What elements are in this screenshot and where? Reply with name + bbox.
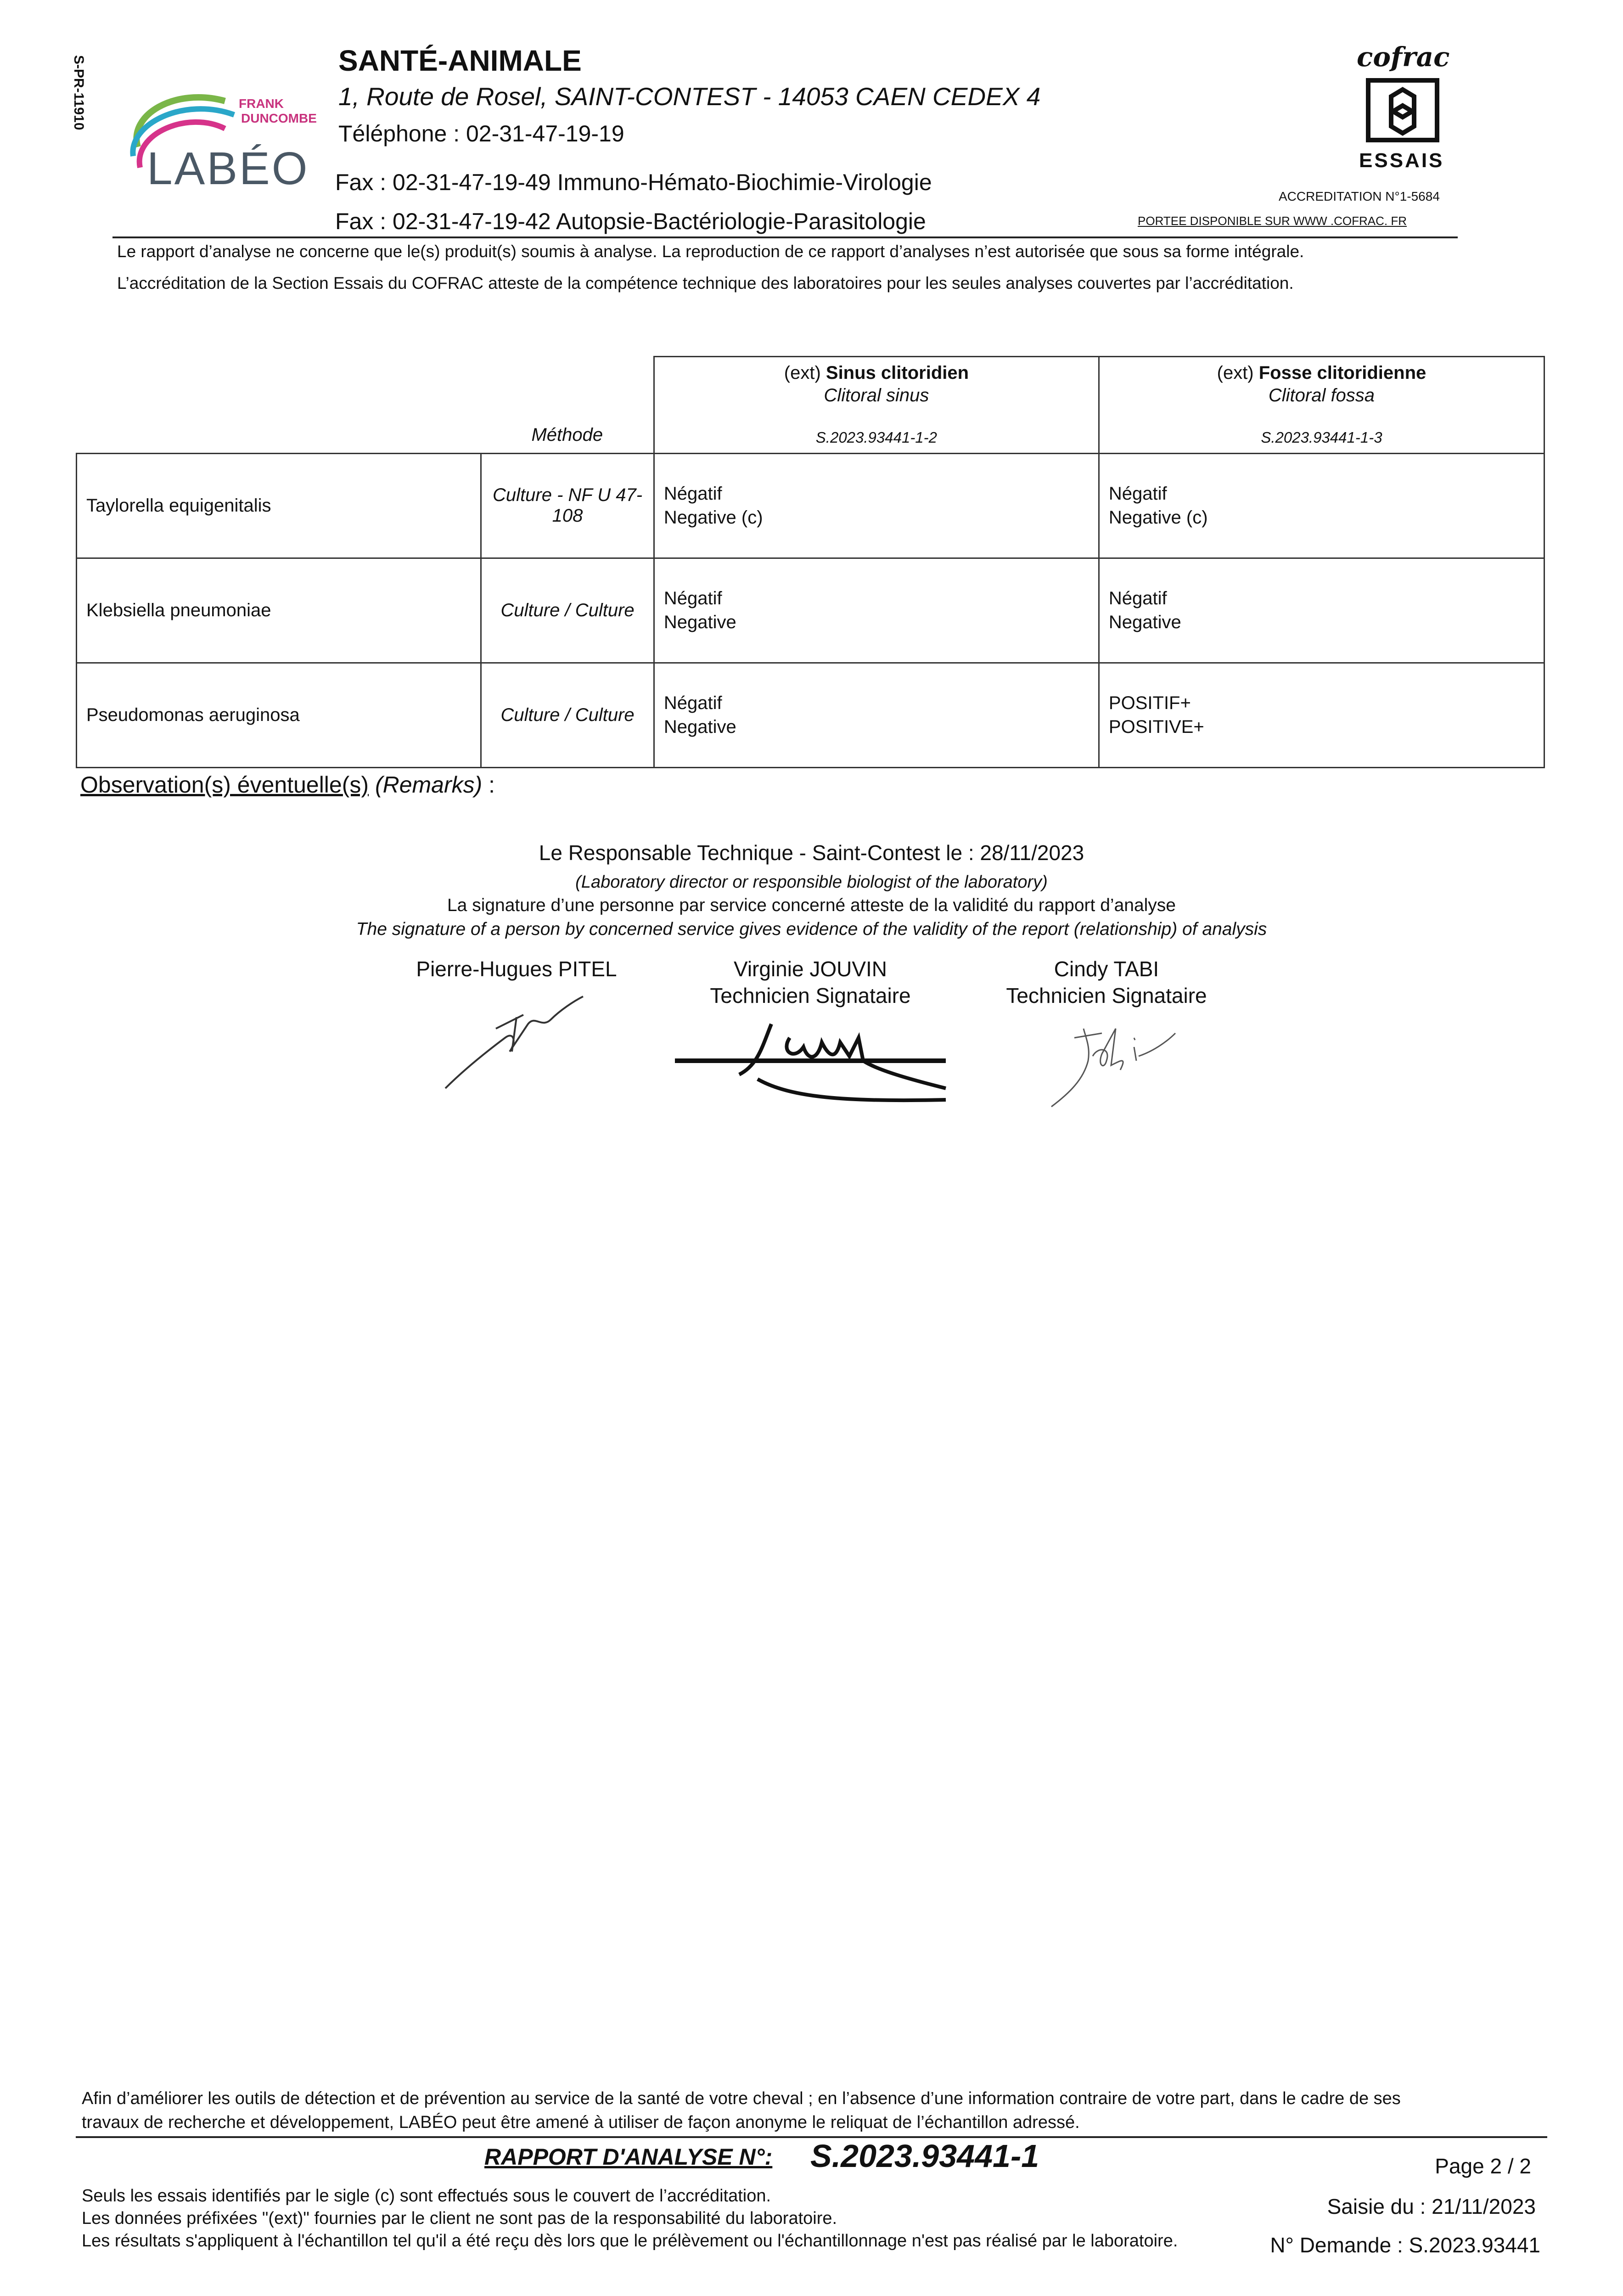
signature-statement-fr: La signature d’une personne par service concerné atteste de la validité du rapport d’analyse [447, 895, 1176, 915]
result-en: Negative [1108, 612, 1181, 632]
header-divider [112, 236, 1458, 238]
results-table [76, 356, 1545, 768]
analyte-name: Klebsiella pneumoniae [77, 558, 481, 663]
analyte-name: Pseudomonas aeruginosa [77, 663, 481, 767]
method-header: Méthode [481, 357, 654, 454]
signer-role: Technicien Signataire [710, 983, 911, 1007]
rapport-label: RAPPORT D'ANALYSE N°: [484, 2144, 773, 2170]
signer-name: Cindy TABI [1054, 957, 1159, 981]
signer-3 [969, 956, 1244, 1009]
sample-column-1 [654, 357, 1099, 454]
logo-labeo: LABÉO [147, 143, 309, 194]
signature-tabi-icon [1042, 1010, 1180, 1116]
analyte-name: Taylorella equigenitalis [77, 453, 481, 558]
logo-frank: FRANK [239, 96, 284, 111]
document-code: S-PR-11910 [71, 55, 86, 130]
footer-line-3: Les résultats s'appliquent à l'échantillon tel qu'il a été reçu dès lors que le prélèvement ou l'échantillonnage n'est pas réalisé par le laboratoire. [82, 2231, 1178, 2251]
signature-statement-en: The signature of a person by concerned service gives evidence of the validity of the report (relationship) of analysis [356, 919, 1267, 939]
sample-2-name: Fosse clitoridienne [1258, 363, 1426, 383]
sample-1-ref: S.2023.93441-1-2 [815, 429, 938, 446]
saisie-date: Saisie du : 21/11/2023 [1327, 2195, 1536, 2218]
logo-duncombe: DUNCOMBE [241, 111, 317, 125]
footer-notice-2: travaux de recherche et développement, LABÉO peut être amené à utiliser de façon anonyme le reliquat de l’échantillon adressé. [82, 2113, 1080, 2132]
signature-title: Le Responsable Technique - Saint-Contest le : 28/11/2023 [539, 841, 1084, 865]
header-blank [77, 357, 481, 454]
observations-title: Observation(s) éventuelle(s) [80, 772, 369, 798]
result-en: Negative [663, 612, 736, 632]
cofrac-portee-link[interactable]: PORTEE DISPONIBLE SUR WWW .COFRAC. FR [1138, 214, 1407, 228]
disclaimer-line-1: Le rapport d’analyse ne concerne que le(s) produit(s) soumis à analyse. La reproduction de ce rapport d’analyses n’est autorisée que sous sa forme intégrale. [117, 242, 1304, 261]
signer-name: Pierre-Hugues PITEL [416, 957, 617, 981]
result-sample-2 [1099, 663, 1544, 767]
result-fr: POSITIF+ [1108, 693, 1191, 713]
sample-2-prefix: (ext) [1217, 363, 1254, 383]
signature-jouvin-icon [670, 1010, 955, 1107]
result-fr: Négatif [1108, 484, 1167, 504]
sample-2-name-en: Clitoral fossa [1268, 385, 1375, 405]
sample-column-2 [1099, 357, 1544, 454]
signer-name: Virginie JOUVIN [733, 957, 887, 981]
table-row [77, 663, 1544, 767]
signer-role: Technicien Signataire [1006, 983, 1207, 1007]
result-en: Negative (c) [663, 507, 763, 528]
lab-address: 1, Route de Rosel, SAINT-CONTEST - 14053 CAEN CEDEX 4 [338, 82, 1041, 111]
footer-notice-1: Afin d’améliorer les outils de détection et de prévention au service de la santé de votre cheval ; en l’absence d’une information contraire de votre part, dans le cadre de ses [82, 2089, 1401, 2108]
accreditation-number: ACCREDITATION N°1-5684 [1279, 189, 1440, 203]
cofrac-hexagon-icon [1366, 78, 1439, 142]
cofrac-essais: ESSAIS [1359, 149, 1444, 172]
footer-line-1: Seuls les essais identifiés par le sigle (c) sont effectués sous le couvert de l’accréditation. [82, 2186, 771, 2206]
signature-subtitle-en: (Laboratory director or responsible biologist of the laboratory) [575, 872, 1048, 892]
result-fr: Négatif [1108, 588, 1167, 608]
observations-colon: : [482, 772, 495, 798]
cofrac-logo [1357, 41, 1449, 179]
lab-phone: Téléphone : 02-31-47-19-19 [338, 121, 624, 146]
analysis-method: Culture - NF U 47-108 [481, 453, 654, 558]
table-header-row [77, 357, 1544, 454]
table-row [77, 558, 1544, 663]
result-en: Negative (c) [1108, 507, 1208, 528]
signer-1 [379, 956, 654, 983]
cofrac-wordmark: cofrac [1357, 41, 1450, 73]
result-fr: Négatif [663, 588, 722, 608]
sample-2-ref: S.2023.93441-1-3 [1261, 429, 1382, 446]
result-sample-1 [654, 558, 1099, 663]
page-number: Page 2 / 2 [1435, 2154, 1531, 2178]
analysis-method: Culture / Culture [481, 663, 654, 767]
result-sample-2 [1099, 453, 1544, 558]
result-fr: Négatif [663, 484, 722, 504]
sample-1-name-en: Clitoral sinus [824, 385, 929, 405]
sample-1-name: Sinus clitoridien [826, 363, 969, 383]
analysis-method: Culture / Culture [481, 558, 654, 663]
observations-label [80, 771, 495, 798]
lab-fax-1: Fax : 02-31-47-19-49 Immuno-Hémato-Biochimie-Virologie [335, 169, 932, 195]
result-sample-1 [654, 453, 1099, 558]
sample-1-prefix: (ext) [784, 363, 821, 383]
lab-fax-2: Fax : 02-31-47-19-42 Autopsie-Bactériologie-Parasitologie [335, 208, 926, 234]
labeo-logo [119, 78, 321, 197]
signer-2 [673, 956, 948, 1009]
result-fr: Négatif [663, 693, 722, 713]
rapport-number: S.2023.93441-1 [810, 2138, 1039, 2174]
table-row [77, 453, 1544, 558]
observations-title-en: (Remarks) [375, 772, 483, 798]
disclaimer-line-2: L’accréditation de la Section Essais du COFRAC atteste de la compétence technique des laboratoires pour les seules analyses couvertes par l’accréditation. [117, 274, 1294, 293]
result-sample-1 [654, 663, 1099, 767]
signature-pitel-icon [436, 983, 601, 1097]
lab-name: SANTÉ-ANIMALE [338, 44, 582, 77]
result-en: POSITIVE+ [1108, 717, 1204, 737]
footer-line-2: Les données préfixées "(ext)" fournies par le client ne sont pas de la responsabilité du laboratoire. [82, 2209, 837, 2228]
result-en: Negative [663, 717, 736, 737]
result-sample-2 [1099, 558, 1544, 663]
demande-number: N° Demande : S.2023.93441 [1270, 2233, 1540, 2257]
